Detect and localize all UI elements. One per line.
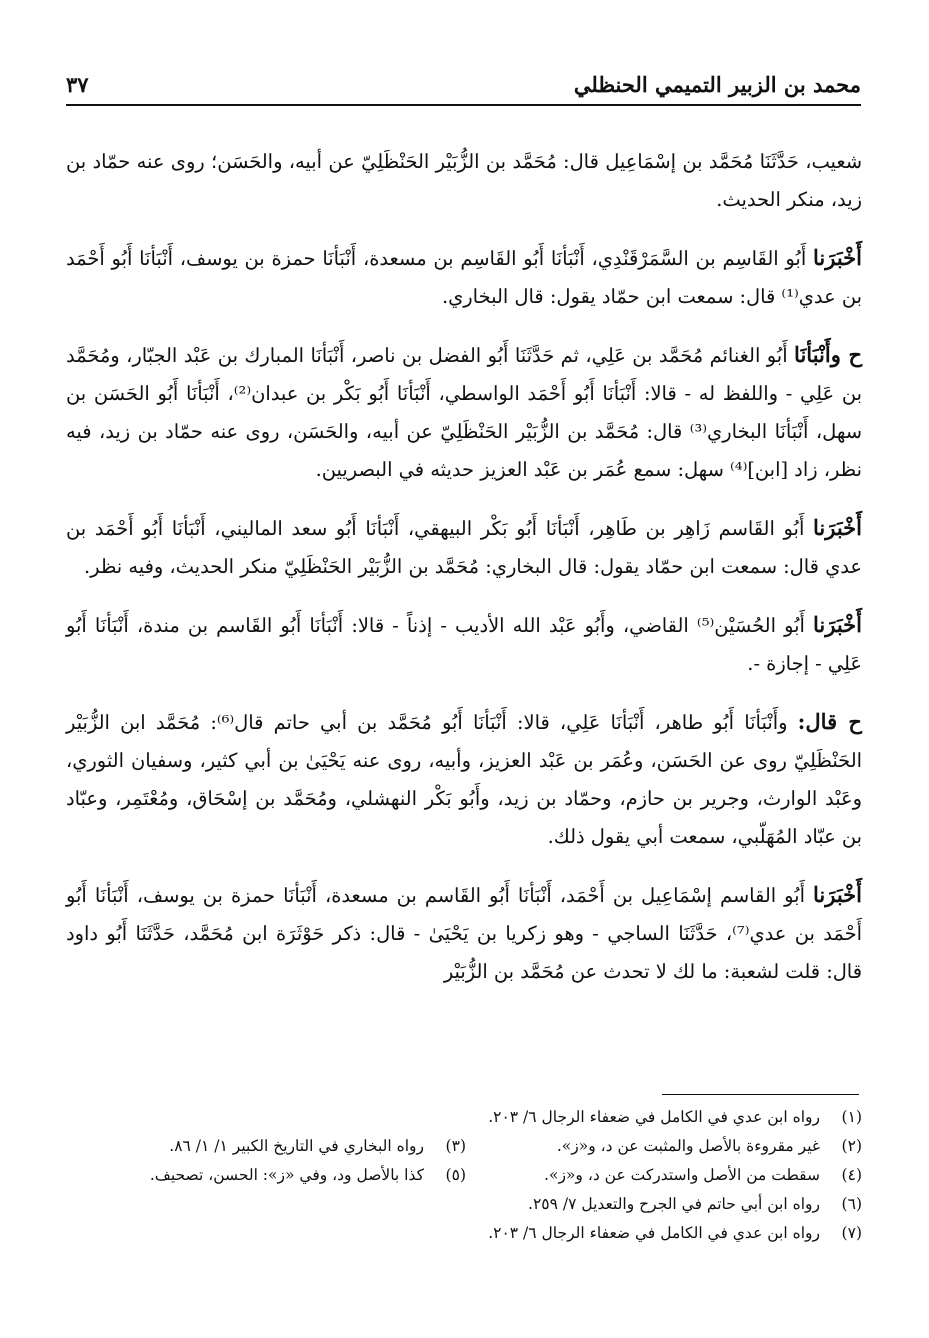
footnote-text: كذا بالأصل ود، وفي «ز»: الحسن، تصحيف. (149, 1166, 424, 1184)
footnote-number: (٣) (445, 1137, 466, 1155)
paragraph-lead: أَخْبَرَنا (813, 515, 862, 540)
running-title: محمد بن الزبير التميمي الحنظلي (573, 72, 861, 97)
paragraph-lead: أَخْبَرَنا (813, 882, 862, 907)
paragraph-lead: ح وأَنْبَأنَا (794, 342, 863, 367)
paragraph-text: أَبُو القَاسِم بن السَّمَرْقَنْدِي، أَنْبَأنَا أَبُو القَاسِم بن مسعدة، أَنْبَأنَا حمزة بن يوسف، أَنْبَأنَا أَبُو أَحْمَد بن عدي⁽¹⁾ قال: سمعت ابن حمّاد يقول: قال البخاري. (66, 247, 862, 308)
page-number: ٣٧ (66, 72, 89, 97)
main-text (66, 142, 862, 1011)
footnote-number: (٦) (841, 1195, 862, 1213)
paragraph (66, 142, 862, 219)
footnote-number: (٤) (841, 1166, 862, 1184)
paragraph-text: أَبُو القاسم إسْمَاعِيل بن أَحْمَد، أَنْبَأنَا أَبُو القَاسم بن مسعدة، أَنْبَأنَا حمزة بن يوسف، أَنْبَأنَا أَبُو أَحْمَد بن عدي⁽⁷⁾، حَدَّثَنَا الساجي - وهو زكريا بن يَحْيَىٰ - قال: ذكر حَوْثَرَة ابن مُحَمَّد، حَدَّثَنَا أَبُو داود قال: قلت لشعبة: ما لك لا تحدث عن مُحَمَّد بن الزُّبَيْر (66, 884, 863, 983)
footnote-text: غير مقروءة بالأصل والمثبت عن د، و«ز». (556, 1137, 820, 1155)
footnote-number: (١) (841, 1108, 862, 1126)
footnote-number: (٢) (841, 1137, 862, 1155)
footnote-text: رواه البخاري في التاريخ الكبير ١/ ١/ ٨٦. (169, 1137, 424, 1155)
page-header (66, 68, 861, 106)
paragraph-text: شعيب، حَدَّثَنَا مُحَمَّد بن إسْمَاعِيل قال: مُحَمَّد بن الزُّبَيْر الحَنْظَلِيّ عن أبيه، والحَسَن؛ روى عنه حمّاد بن زيد، منكر الحديث. (66, 150, 862, 211)
paragraph (66, 239, 862, 316)
footnote (70, 1103, 862, 1132)
footnote (466, 1132, 862, 1161)
footnote (70, 1132, 466, 1161)
footnote-number: (٥) (445, 1166, 466, 1184)
paragraph-lead: أَخْبَرَنا (813, 612, 862, 637)
footnote-text: رواه ابن عدي في الكامل في ضعفاء الرجال ٦/ ٢٠٣. (488, 1224, 820, 1242)
footnote-text: رواه ابن عدي في الكامل في ضعفاء الرجال ٦/ ٢٠٣. (488, 1108, 820, 1126)
footnote (70, 1190, 862, 1219)
footnotes (70, 1103, 862, 1248)
paragraph-text: أَبُو الحُسَيْن⁽⁵⁾ القاضي، وأَبُو عَبْد الله الأديب - إذناً - قالا: أَنْبَأنَا أَبُو القَاسم بن مندة، أَنْبَأنَا أَبُو عَلِي - إجازة -. (66, 614, 862, 675)
footnote (70, 1161, 466, 1190)
paragraph-lead: أَخْبَرَنا (813, 245, 862, 270)
footnote-row (70, 1132, 862, 1161)
paragraph-text: أَبُو الغنائم مُحَمَّد بن عَلِي، ثم حَدَّثَنَا أَبُو الفضل بن ناصر، أَنْبَأنَا المبارك بن عَبْد الجبّار، ومُحَمَّد بن عَلِي - واللفظ له - قالا: أَنْبَأنَا أَبُو أَحْمَد الواسطي، أَنْبَأنَا أَبُو بَكْر بن عبدان⁽²⁾، أَنْبَأنَا أَبُو الحَسَن بن سهل، أَنْبَأنَا البخاري⁽³⁾ قال: مُحَمَّد بن الزُّبَيْر الحَنْظَلِيّ عن أبيه، والحَسَن، روى عنه حمّاد بن زيد، فيه نظر، زاد [ابن]⁽⁴⁾ سهل: سمع عُمَر بن عَبْد العزيز حديثه في البصريين. (66, 344, 862, 481)
paragraph (66, 703, 862, 856)
footnote-text: رواه ابن أبي حاتم في الجرح والتعديل ٧/ ٢٥٩. (528, 1195, 820, 1213)
footnote (466, 1161, 862, 1190)
footnote-row (70, 1161, 862, 1190)
paragraph-text: وأَنْبَأنَا أَبُو طاهر، أَنْبَأنَا عَلِي، قالا: أَنْبَأنَا أَبُو مُحَمَّد بن أبي حاتم قال⁽⁶⁾: مُحَمَّد ابن الزُّبَيْر الحَنْظَلِيّ روى عن الحَسَن، وعُمَر بن عَبْد العزيز، وأبيه، روى عنه يَحْيَىٰ بن أبي كثير، وسفيان الثوري، وعَبْد الوارث، وجرير بن حازم، وحمّاد بن زيد، وأَبُو بَكْر النهشلي، ومُحَمَّد بن إسْحَاق، ومُعْتَمِر، وعبّاد بن عبّاد المُهَلّبي، سمعت أبي يقول ذلك. (66, 711, 862, 848)
footnote (70, 1219, 862, 1248)
paragraph-lead: ح قال: (797, 709, 862, 734)
footnote-number: (٧) (841, 1224, 862, 1242)
paragraph (66, 606, 862, 683)
paragraph-text: أَبُو القَاسم زَاهِر بن طَاهِر، أَنْبَأنَا أَبُو بَكْر البيهقي، أَنْبَأنَا أَبُو سعد الماليني، أَنْبَأنَا أَبُو أَحْمَد بن عدي قال: سمعت ابن حمّاد يقول: قال البخاري: مُحَمَّد بن الزُّبَيْر الحَنْظَلِيّ منكر الحديث، وفيه نظر. (66, 517, 862, 578)
paragraph (66, 876, 862, 991)
paragraph (66, 509, 862, 586)
paragraph (66, 336, 862, 489)
footnote-text: سقطت من الأصل واستدركت عن د، و«ز». (544, 1166, 820, 1184)
footnote-separator (662, 1094, 859, 1095)
